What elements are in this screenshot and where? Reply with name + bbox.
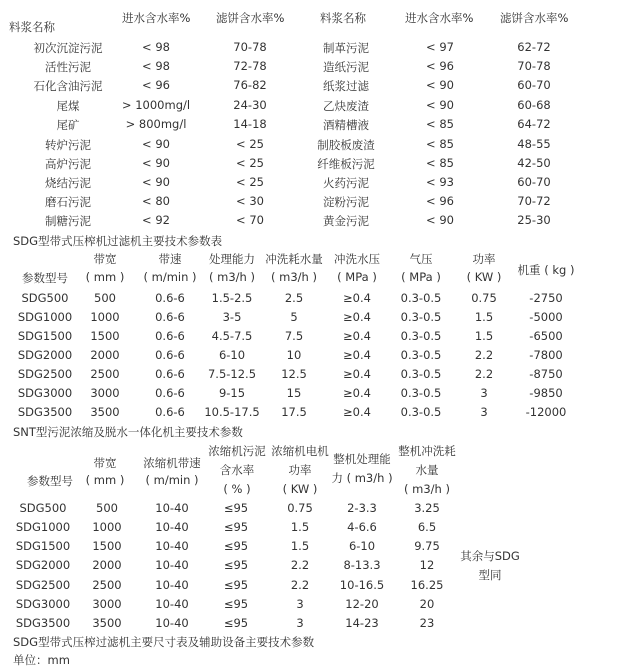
t3-cell: 4-6.6 — [347, 520, 377, 534]
t3-cell: ≤95 — [223, 578, 249, 592]
t1-cell-n1: 制糖污泥 — [45, 214, 91, 228]
t2-header-bottom: ( KW ) — [466, 270, 502, 284]
t2-header-top: 功率 — [472, 252, 496, 266]
table1-header-in: 进水含水率% — [122, 11, 191, 25]
t1-cell-o2: 60-70 — [517, 175, 551, 189]
t1-cell-i2: < 85 — [426, 137, 454, 151]
t3-note-2: 型同 — [478, 568, 502, 582]
t2-cell: SDG3000 — [17, 386, 73, 400]
t3-cell: SDG2500 — [15, 578, 71, 592]
t2-cell: 7.5-12.5 — [207, 367, 257, 381]
t1-cell-n1: 烧结污泥 — [45, 176, 91, 190]
t3-cell: 1500 — [92, 539, 122, 553]
t1-cell-o1: 72-78 — [233, 59, 267, 73]
t2-cell: 15 — [286, 386, 302, 400]
t2-header-bottom: ( m3/h ) — [271, 270, 317, 284]
table2-caption: SDG型带式压榨机过滤机主要技术参数表 — [13, 234, 223, 248]
t2-cell: -12000 — [525, 405, 567, 419]
t1-cell-i2: < 90 — [426, 213, 454, 227]
t2-cell: -8750 — [529, 367, 563, 381]
t3-cell: 1.5 — [290, 539, 310, 553]
t2-cell: 10 — [286, 348, 302, 362]
t3-cell: 10-40 — [155, 616, 189, 630]
t3-cell: SDG500 — [19, 501, 67, 515]
t2-header-bottom: 机重 ( kg ) — [517, 263, 575, 277]
t3-note: 其余与SDG — [460, 549, 520, 563]
t1-cell-i1: < 90 — [142, 137, 170, 151]
t1-cell-o2: 48-55 — [517, 137, 551, 151]
t1-cell-i1: < 92 — [142, 213, 170, 227]
table1-header-out-right: 滤饼含水率% — [500, 11, 569, 25]
t3-cell: 10-40 — [155, 597, 189, 611]
t3-cell: 2.2 — [290, 558, 310, 572]
t1-cell-i2: < 85 — [426, 156, 454, 170]
t2-cell: ≥0.4 — [343, 367, 371, 381]
t2-cell: 2500 — [90, 367, 120, 381]
t2-header-top: 冲洗耗水量 — [265, 252, 323, 266]
t3-cell: 1000 — [92, 520, 122, 534]
t3-cell: ≤95 — [223, 520, 249, 534]
t1-cell-n2: 酒精槽液 — [323, 118, 369, 132]
t2-cell: 17.5 — [281, 405, 307, 419]
t2-cell: ≥0.4 — [343, 348, 371, 362]
t2-cell: 4.5-7.5 — [211, 329, 253, 343]
t1-cell-n1: 尾矿 — [56, 118, 80, 132]
t1-cell-i1: > 800mg/l — [125, 117, 187, 131]
t1-cell-n2: 淀粉污泥 — [323, 195, 369, 209]
t3-header-power: 浓缩机电机 — [271, 444, 329, 458]
t3-cell: 3000 — [92, 597, 122, 611]
t1-cell-i2: < 85 — [426, 117, 454, 131]
t2-header-bottom: 参数型号 — [22, 271, 68, 285]
t1-cell-o1: < 25 — [236, 156, 264, 170]
t3-cell: 2-3.3 — [347, 501, 377, 515]
t2-cell: 0.3-0.5 — [400, 405, 442, 419]
t2-cell: -9850 — [529, 386, 563, 400]
t2-cell: 0.3-0.5 — [400, 367, 442, 381]
t1-cell-i2: < 93 — [426, 175, 454, 189]
t1-cell-i2: < 90 — [426, 78, 454, 92]
t3-cell: 10-40 — [155, 578, 189, 592]
t3-header-width-unit: ( mm ) — [85, 473, 125, 487]
t1-cell-o2: 60-70 — [517, 78, 551, 92]
t3-cell: 10-40 — [155, 520, 189, 534]
t2-cell: -5000 — [529, 310, 563, 324]
t2-cell: 3000 — [90, 386, 120, 400]
t2-cell: 3 — [480, 405, 488, 419]
t2-cell: 7.5 — [284, 329, 304, 343]
t1-cell-o1: < 70 — [236, 213, 264, 227]
t1-cell-o1: 14-18 — [233, 117, 267, 131]
t3-cell: SDG3500 — [15, 616, 71, 630]
t3-cell: 2500 — [92, 578, 122, 592]
t1-cell-i1: < 80 — [142, 194, 170, 208]
t3-cell: ≤95 — [223, 616, 249, 630]
t1-cell-o1: < 25 — [236, 175, 264, 189]
t3-header-capacity-2: 力 ( m3/h ) — [331, 471, 393, 485]
t2-cell: ≥0.4 — [343, 405, 371, 419]
t3-cell: 16.25 — [410, 578, 444, 592]
t1-cell-n2: 乙炔废渣 — [323, 99, 369, 113]
t2-cell: 0.6-6 — [155, 329, 185, 343]
t1-cell-i1: < 98 — [142, 59, 170, 73]
table3-caption: SNT型污泥浓缩及脱水一体化机主要技术参数 — [13, 425, 243, 439]
t2-header-bottom: ( MPa ) — [337, 270, 377, 284]
t3-cell: 3 — [296, 616, 304, 630]
t3-cell: SDG1000 — [15, 520, 71, 534]
t3-cell: 10-40 — [155, 501, 189, 515]
t3-cell: SDG3000 — [15, 597, 71, 611]
t2-header-top: 带宽 — [93, 252, 117, 266]
t2-cell: 10.5-17.5 — [204, 405, 260, 419]
t1-cell-i2: < 96 — [426, 59, 454, 73]
t3-cell: 0.75 — [287, 501, 313, 515]
t3-header-moisture: 浓缩机污泥 — [208, 444, 266, 458]
t2-cell: ≥0.4 — [343, 329, 371, 343]
t2-cell: SDG2000 — [17, 348, 73, 362]
t2-cell: 2.2 — [474, 348, 494, 362]
t1-cell-n1: 尾煤 — [56, 99, 80, 113]
t3-cell: 8-13.3 — [343, 558, 381, 572]
t2-cell: 0.3-0.5 — [400, 329, 442, 343]
t3-cell: 12-20 — [345, 597, 379, 611]
t2-header-top: 带速 — [158, 252, 182, 266]
t1-cell-i2: < 90 — [426, 98, 454, 112]
t3-header-power-unit: ( KW ) — [282, 482, 318, 496]
t2-cell: 0.6-6 — [155, 367, 185, 381]
t2-cell: 6-10 — [218, 348, 246, 362]
t3-header-water-unit: ( m3/h ) — [404, 482, 450, 496]
t3-cell: 1.5 — [290, 520, 310, 534]
t2-cell: 3-5 — [222, 310, 242, 324]
t2-cell: 1.5-2.5 — [211, 291, 253, 305]
t2-cell: -6500 — [529, 329, 563, 343]
t1-cell-o1: < 25 — [236, 137, 264, 151]
t2-cell: 0.6-6 — [155, 405, 185, 419]
t2-cell: SDG1500 — [17, 329, 73, 343]
t1-cell-o2: 64-72 — [517, 117, 551, 131]
t3-cell: 10-16.5 — [339, 578, 385, 592]
t3-cell: 6-10 — [348, 539, 376, 553]
table1-header-in-right: 进水含水率% — [405, 11, 474, 25]
t3-header-moisture-2: 含水率 — [219, 463, 255, 477]
t3-cell: ≤95 — [223, 597, 249, 611]
t2-header-bottom: ( MPa ) — [401, 270, 441, 284]
t3-cell: ≤95 — [223, 539, 249, 553]
t2-cell: ≥0.4 — [343, 386, 371, 400]
t1-cell-n2: 纤维板污泥 — [317, 157, 375, 171]
t2-header-bottom: ( mm ) — [85, 270, 125, 284]
t2-cell: SDG3500 — [17, 405, 73, 419]
t2-cell: 1500 — [90, 329, 120, 343]
t2-cell: 3 — [480, 386, 488, 400]
t2-cell: 0.6-6 — [155, 291, 185, 305]
t1-cell-i1: > 1000mg/l — [121, 98, 191, 112]
t1-cell-n2: 制革污泥 — [323, 41, 369, 55]
t3-cell: 12 — [419, 558, 435, 572]
t1-cell-i2: < 96 — [426, 194, 454, 208]
table1-header-name: 料浆名称 — [9, 20, 55, 34]
t2-cell: 2.2 — [474, 367, 494, 381]
t3-cell: 2.2 — [290, 578, 310, 592]
t2-cell: ≥0.4 — [343, 291, 371, 305]
t3-header-water: 整机冲洗耗 — [398, 444, 456, 458]
t2-cell: SDG500 — [21, 291, 69, 305]
t3-cell: 6.5 — [417, 520, 437, 534]
t3-cell: 9.75 — [414, 539, 440, 553]
t1-cell-i1: < 90 — [142, 175, 170, 189]
t3-cell: 20 — [419, 597, 435, 611]
t1-cell-n2: 纸浆过滤 — [323, 79, 369, 93]
t3-cell: ≤95 — [223, 501, 249, 515]
t3-header-power-2: 功率 — [288, 463, 312, 477]
t2-cell: 3500 — [90, 405, 120, 419]
t3-cell: ≤95 — [223, 558, 249, 572]
t2-header-top: 冲洗水压 — [334, 252, 380, 266]
table1-header-name-right: 料浆名称 — [320, 11, 366, 25]
t1-cell-i1: < 96 — [142, 78, 170, 92]
t1-cell-n1: 磨石污泥 — [45, 195, 91, 209]
table1-header-out: 滤饼含水率% — [216, 11, 285, 25]
t3-cell: 2000 — [92, 558, 122, 572]
t1-cell-o2: 62-72 — [517, 40, 551, 54]
t2-header-top: 气压 — [409, 252, 433, 266]
t2-cell: 0.6-6 — [155, 310, 185, 324]
t3-cell: 23 — [419, 616, 435, 630]
t3-cell: 3.25 — [414, 501, 440, 515]
t1-cell-o1: < 30 — [236, 194, 264, 208]
t2-cell: 0.6-6 — [155, 348, 185, 362]
t2-cell: 1.5 — [474, 329, 494, 343]
t1-cell-i1: < 90 — [142, 156, 170, 170]
t2-cell: 2000 — [90, 348, 120, 362]
t2-cell: 12.5 — [281, 367, 307, 381]
t3-header-speed-unit: ( m/min ) — [145, 473, 199, 487]
t3-cell: SDG2000 — [15, 558, 71, 572]
t1-cell-o1: 70-78 — [233, 40, 267, 54]
t2-cell: SDG2500 — [17, 367, 73, 381]
t1-cell-n1: 初次沉淀污泥 — [33, 41, 103, 55]
t3-header-width: 带宽 — [93, 456, 117, 470]
t1-cell-n2: 火药污泥 — [323, 176, 369, 190]
t2-cell: 2.5 — [284, 291, 304, 305]
t3-header-moisture-unit: ( % ) — [223, 482, 251, 496]
t2-cell: 0.3-0.5 — [400, 386, 442, 400]
t2-cell: ≥0.4 — [343, 310, 371, 324]
t2-cell: 0.75 — [471, 291, 497, 305]
t1-cell-n1: 活性污泥 — [45, 60, 91, 74]
t3-header-water-2: 水量 — [415, 463, 439, 477]
t1-cell-o2: 70-72 — [517, 194, 551, 208]
t1-cell-o2: 60-68 — [517, 98, 551, 112]
t1-cell-i1: < 98 — [142, 40, 170, 54]
footer-unit: 单位：mm — [13, 653, 70, 667]
t2-header-bottom: ( m/min ) — [143, 270, 197, 284]
t2-cell: SDG1000 — [17, 310, 73, 324]
t3-cell: SDG1500 — [15, 539, 71, 553]
t2-cell: 1000 — [90, 310, 120, 324]
t2-cell: 500 — [94, 291, 116, 305]
t2-header-bottom: ( m3/h ) — [209, 270, 255, 284]
t3-header-model: 参数型号 — [27, 474, 73, 488]
t2-cell: -2750 — [529, 291, 563, 305]
footer-caption: SDG型带式压榨过滤机主要尺寸表及辅助设备主要技术参数 — [13, 635, 315, 649]
t1-cell-n2: 制胶板废渣 — [317, 138, 375, 152]
t1-cell-n1: 转炉污泥 — [45, 138, 91, 152]
t3-cell: 10-40 — [155, 558, 189, 572]
t2-cell: 0.3-0.5 — [400, 348, 442, 362]
t3-cell: 500 — [96, 501, 118, 515]
t2-cell: 0.3-0.5 — [400, 291, 442, 305]
t1-cell-n1: 石化含油污泥 — [33, 79, 103, 93]
t1-cell-o2: 25-30 — [517, 213, 551, 227]
t3-header-capacity: 整机处理能 — [333, 452, 391, 466]
t1-cell-o1: 24-30 — [233, 98, 267, 112]
t3-cell: 10-40 — [155, 539, 189, 553]
t2-cell: 1.5 — [474, 310, 494, 324]
t3-header-speed: 浓缩机带速 — [143, 456, 201, 470]
t3-cell: 3500 — [92, 616, 122, 630]
t2-cell: 0.3-0.5 — [400, 310, 442, 324]
t1-cell-o2: 70-78 — [517, 59, 551, 73]
t2-cell: 0.6-6 — [155, 386, 185, 400]
t1-cell-i2: < 97 — [426, 40, 454, 54]
t2-cell: 5 — [290, 310, 298, 324]
t1-cell-n2: 造纸污泥 — [323, 60, 369, 74]
t1-cell-n1: 高炉污泥 — [45, 157, 91, 171]
t2-cell: 9-15 — [218, 386, 246, 400]
t3-cell: 3 — [296, 597, 304, 611]
t1-cell-n2: 黄金污泥 — [323, 214, 369, 228]
t2-cell: -7800 — [529, 348, 563, 362]
t1-cell-o1: 76-82 — [233, 78, 267, 92]
t1-cell-o2: 42-50 — [517, 156, 551, 170]
t2-header-top: 处理能力 — [209, 252, 255, 266]
t3-cell: 14-23 — [345, 616, 379, 630]
